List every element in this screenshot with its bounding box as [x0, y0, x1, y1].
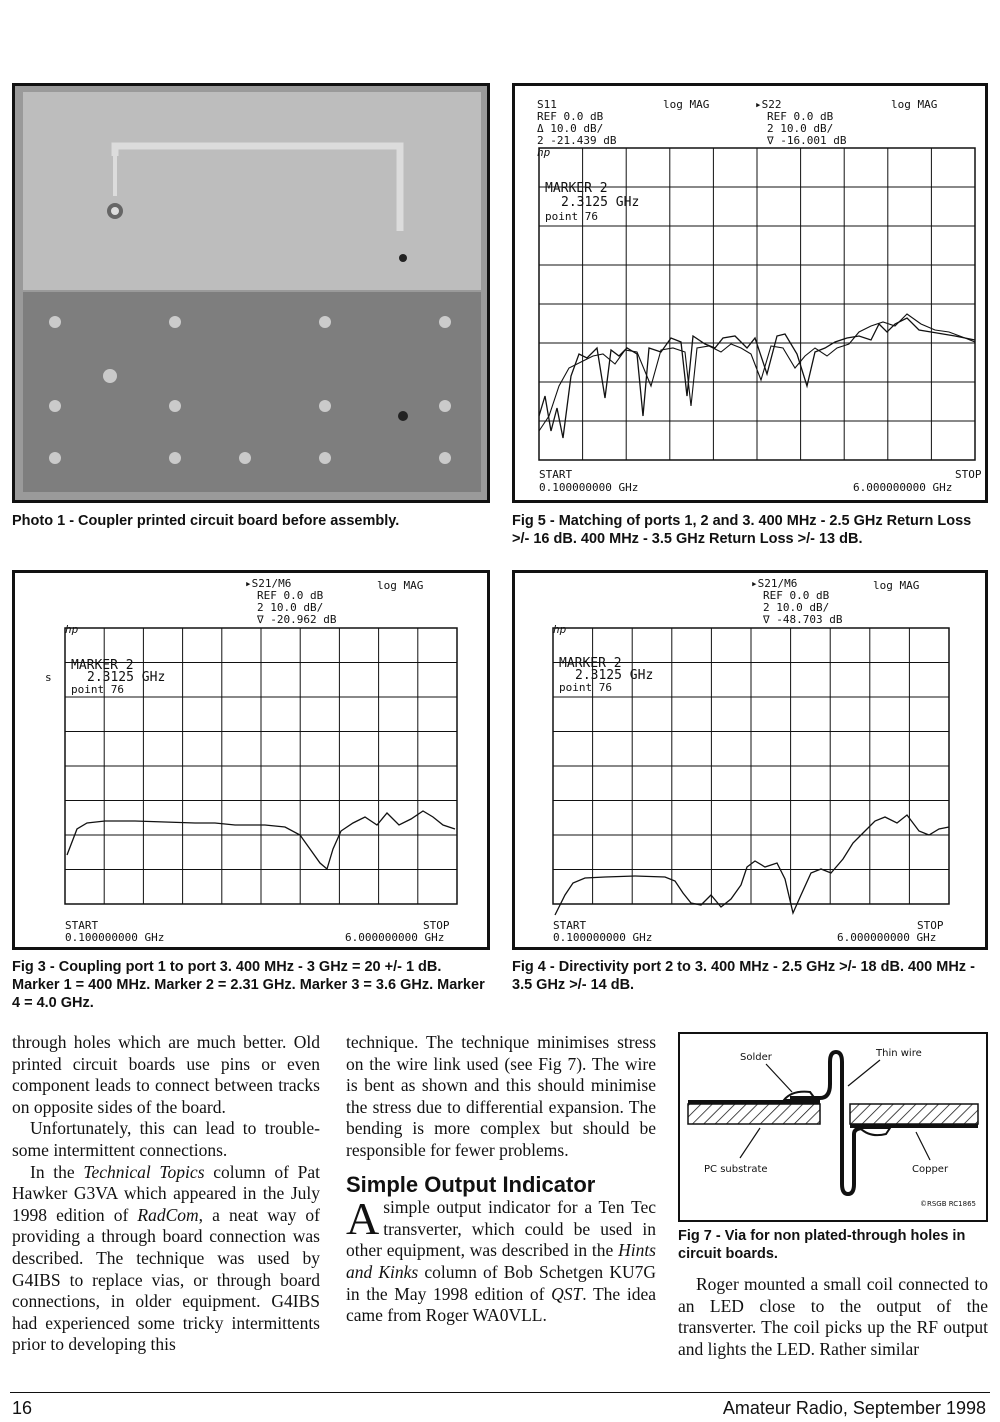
fig-5-caption: Fig 5 - Matching of ports 1, 2 and 3. 400 MHz - 2.5 GHz Return Loss >/- 16 dB. 400 MHz - 3.5 GHz Return Loss >/- 13 dB. [512, 513, 972, 547]
fig-5-plot [512, 83, 988, 503]
publication-line: Amateur Radio, September 1998 [722, 1398, 986, 1418]
col2-paragraph-2: Asimple output indicator for a Ten Tec transverter, which could be used in other equipment, was described in the Hints and Kinks column of Bob Schetgen KU7G in the May 1998 edition of QST. The idea came from Roger WA0VLL. [346, 1193, 656, 1326]
fig5-left-mode: log MAG [663, 98, 710, 111]
fig3-scale: 2 10.0 dB/ [257, 601, 324, 614]
fig3-start-freq: 0.100000000 GHz [65, 931, 165, 944]
fig3-mode: log MAG [377, 579, 424, 592]
fig4-trace [555, 815, 949, 915]
text-column-2 [346, 1032, 656, 1327]
col3-paragraph-1: Roger mounted a small coil connected to an LED close to the output of the transverter. The coil picks up the RF output and lights the LED. Rather similar [678, 1274, 988, 1359]
fig-4-plot [512, 570, 988, 950]
fig3-hp: hp [65, 623, 79, 636]
label-pc-substrate: PC substrate [704, 1164, 768, 1175]
fig5-marker-point: point 76 [545, 210, 598, 223]
fig3-s21-label: ▸S21/M6 [245, 577, 292, 590]
fig5-hp: hp [537, 146, 551, 159]
fig5-left-scale: Δ 10.0 dB/ [537, 122, 604, 135]
fig3-stop-freq: 6.000000000 GHz [345, 931, 445, 944]
fig4-start-freq: 0.100000000 GHz [553, 931, 653, 944]
fig3-ref: REF 0.0 dB [257, 589, 324, 602]
fig-7-diagram [678, 1032, 988, 1222]
col1-paragraph-2: Unfortunately, this can lead to trouble-some intermittent connections. [12, 1118, 320, 1160]
fig3-marker-point: point 76 [71, 683, 124, 696]
fig3-value: ∇ -20.962 dB [257, 613, 337, 626]
label-copper: Copper [912, 1164, 949, 1175]
fig4-stop-freq: 6.000000000 GHz [837, 931, 937, 944]
section-heading: Simple Output Indicator [346, 1171, 596, 1197]
fig5-start-freq: 0.100000000 GHz [539, 481, 639, 494]
fig-3-caption: Fig 3 - Coupling port 1 to port 3. 400 MHz - 3 GHz = 20 +/- 1 dB. Marker 1 = 400 MHz. Marker 2 = 2.31 GHz. Marker 3 = 3.6 GHz. Marker 4 = 4.0 GHz. [12, 959, 485, 1011]
fig4-start-label: START [553, 919, 587, 932]
fig-4-caption: Fig 4 - Directivity port 2 to 3. 400 MHz - 2.5 GHz >/- 18 dB. 400 MHz - 3.5 GHz >/- 14 dB. [512, 959, 975, 993]
fig3-marker-title: MARKER 2 [71, 658, 134, 673]
text-column-1 [12, 1032, 320, 1356]
fig5-right-value: ∇ -16.001 dB [767, 134, 847, 147]
drop-cap: A [346, 1193, 380, 1245]
fig5-right-scale: 2 10.0 dB/ [767, 122, 834, 135]
fig4-marker-point: point 76 [559, 681, 612, 694]
pcb-photo [15, 86, 487, 500]
fig3-marker-freq: 2.3125 GHz [87, 670, 166, 685]
fig-3-plot [12, 570, 490, 950]
fig4-scale: 2 10.0 dB/ [763, 601, 830, 614]
page-number: 16 [12, 1398, 33, 1418]
fig5-s11-label: S11 [537, 98, 557, 111]
fig4-marker-freq: 2.3125 GHz [575, 668, 654, 683]
label-copyright: ©RSGB RC1865 [920, 1200, 976, 1208]
footer-rule [10, 1392, 990, 1393]
fig4-hp: hp [553, 623, 567, 636]
fig4-value: ∇ -48.703 dB [763, 613, 843, 626]
fig5-stop-label: STOP [955, 468, 982, 481]
label-thin-wire: Thin wire [876, 1048, 922, 1059]
fig4-mode: log MAG [873, 579, 920, 592]
fig5-left-value: 2 -21.439 dB [537, 134, 617, 147]
fig5-stop-freq: 6.000000000 GHz [853, 481, 953, 494]
fig4-ref: REF 0.0 dB [763, 589, 830, 602]
label-solder: Solder [740, 1052, 772, 1063]
fig5-start-label: START [539, 468, 573, 481]
text-column-3 [678, 1274, 988, 1360]
fig4-stop-label: STOP [917, 919, 944, 932]
fig5-marker-freq: 2.3125 GHz [561, 195, 640, 210]
photo-1-caption: Photo 1 - Coupler printed circuit board before assembly. [12, 513, 400, 529]
col1-paragraph-1: through holes which are much better. Old printed circuit boards use pins or even component leads to connect between tracks on opposite sides of the board. [12, 1032, 320, 1117]
col1-paragraph-3: In the Technical Topics column of Pat Hawker G3VA which appeared in the July 1998 edition of RadCom, a neat way of providing a through board connection was described. The technique was used by G4IBS to replace vias, or through board connections, in older equipment. G4IBS had experienced some tricky intermittents prior to developing this [12, 1161, 320, 1355]
fig5-s22-label: ▸S22 [755, 98, 782, 111]
fig3-stop-label: STOP [423, 919, 450, 932]
photo-1 [12, 83, 490, 503]
fig3-side-s: s [45, 671, 52, 684]
fig5-right-ref: REF 0.0 dB [767, 110, 834, 123]
fig-7-caption: Fig 7 - Via for non plated-through holes in circuit boards. [678, 1228, 966, 1262]
fig4-marker-title: MARKER 2 [559, 656, 622, 671]
fig5-right-mode: log MAG [891, 98, 938, 111]
fig3-start-label: START [65, 919, 99, 932]
fig5-left-ref: REF 0.0 dB [537, 110, 604, 123]
fig5-marker-title: MARKER 2 [545, 181, 608, 196]
fig4-s21-label: ▸S21/M6 [751, 577, 798, 590]
col2-paragraph-1: technique. The technique minimises stress on the wire link used (see Fig 7). The wire is bent as shown and this should minimise the stress due to differential expansion. The bending is more complex but should be responsible for fewer problems. [346, 1032, 656, 1160]
